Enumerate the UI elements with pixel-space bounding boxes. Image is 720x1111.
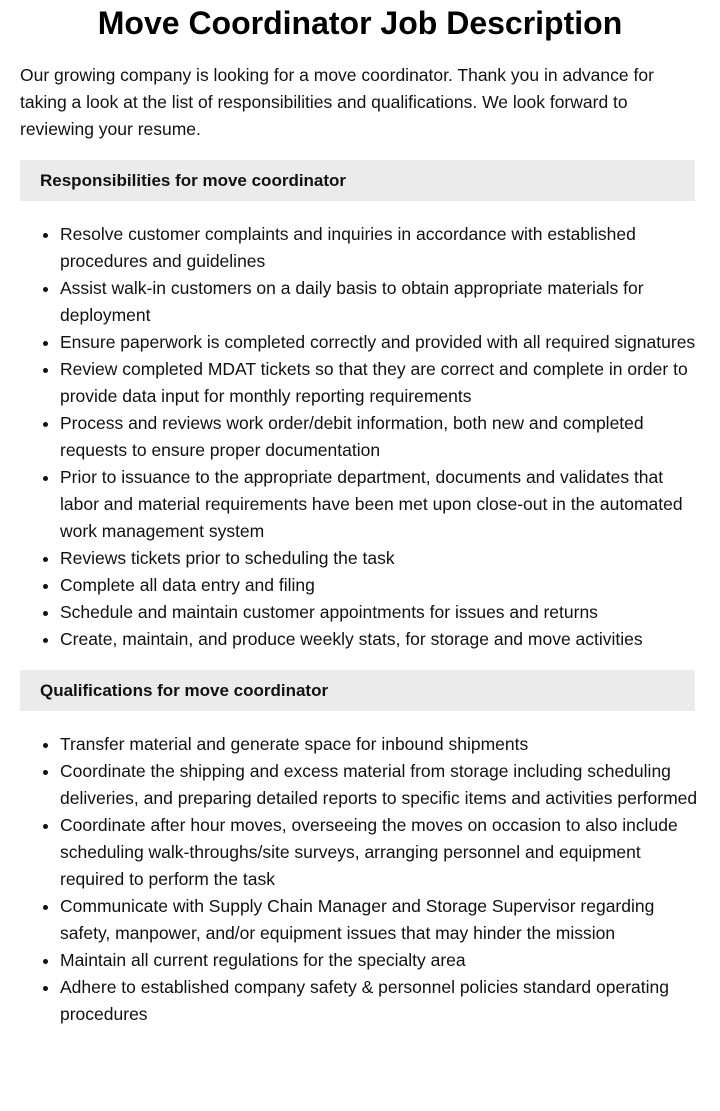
list-item: • Adhere to established company safety & personnel policies standard operating procedures (60, 974, 700, 1028)
list-item: • Process and reviews work order/debit information, both new and completed requests to ensure proper documentation (60, 410, 700, 464)
list-item: • Coordinate after hour moves, overseeing the moves on occasion to also include scheduling walk-throughs/site surveys, arranging personnel and equipment required to perform the task (60, 812, 700, 893)
list-item: • Create, maintain, and produce weekly stats, for storage and move activities (60, 626, 700, 653)
list-item: • Schedule and maintain customer appointments for issues and returns (60, 599, 700, 626)
responsibilities-heading: Responsibilities for move coordinator (20, 160, 695, 201)
responsibilities-list (0, 221, 720, 653)
qualifications-list (0, 731, 720, 1028)
list-item: • Complete all data entry and filing (60, 572, 700, 599)
list-item: • Transfer material and generate space for inbound shipments (60, 731, 700, 758)
list-item: • Ensure paperwork is completed correctly and provided with all required signatures (60, 329, 700, 356)
list-item: • Assist walk-in customers on a daily basis to obtain appropriate materials for deployment (60, 275, 700, 329)
list-item: • Review completed MDAT tickets so that they are correct and complete in order to provide data input for monthly reporting requirements (60, 356, 700, 410)
qualifications-heading: Qualifications for move coordinator (20, 670, 695, 711)
list-item: • Prior to issuance to the appropriate department, documents and validates that labor and material requirements have been met upon close-out in the automated work management system (60, 464, 700, 545)
list-item: • Maintain all current regulations for the specialty area (60, 947, 700, 974)
list-item: • Coordinate the shipping and excess material from storage including scheduling deliveries, and preparing detailed reports to specific items and activities performed (60, 758, 700, 812)
page-title: Move Coordinator Job Description (97, 5, 623, 41)
list-item: • Reviews tickets prior to scheduling the task (60, 545, 700, 572)
intro-paragraph: Our growing company is looking for a move coordinator. Thank you in advance for taking a look at the list of responsibilities and qualifications. We look forward to reviewing your resume. (20, 65, 654, 139)
list-item: • Resolve customer complaints and inquiries in accordance with established procedures and guidelines (60, 221, 700, 275)
list-item: • Communicate with Supply Chain Manager and Storage Supervisor regarding safety, manpower, and/or equipment issues that may hinder the mission (60, 893, 700, 947)
